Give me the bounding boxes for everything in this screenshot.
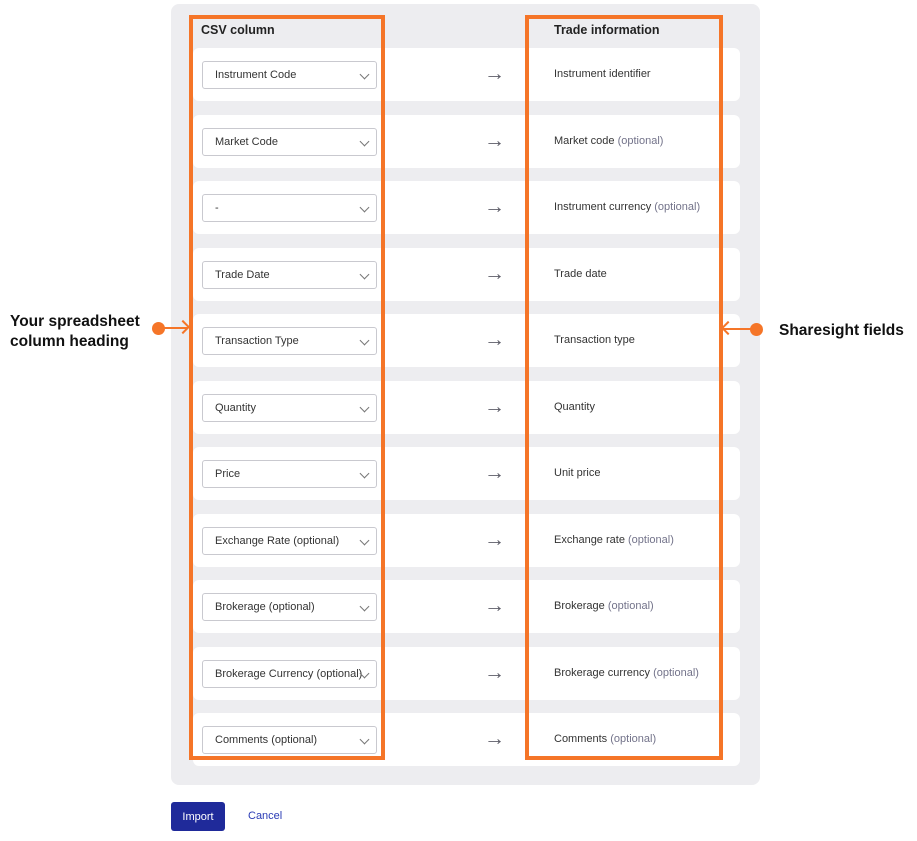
arrow-right-icon: →: [484, 328, 505, 351]
trade-field-name: Unit price: [554, 467, 601, 479]
arrow-right-icon: →: [484, 394, 505, 418]
trade-field-name: Comments: [554, 733, 608, 745]
trade-field-name: Trade date: [554, 267, 607, 280]
trade-field-name: Brokerage currency: [554, 666, 650, 679]
right-callout-text: Sharesight fields: [779, 322, 904, 339]
csv-column-highlight: [189, 15, 385, 760]
trade-field-name: Market code: [554, 134, 615, 147]
cancel-button[interactable]: Cancel: [248, 810, 283, 822]
arrow-right-icon: →: [484, 62, 505, 85]
optional-tag: (optional): [628, 533, 674, 546]
optional-tag: (optional): [653, 666, 699, 679]
trade-field-name: Instrument identifier: [554, 68, 651, 80]
arrow-right-icon: →: [484, 261, 505, 285]
arrow-right-icon: →: [484, 461, 505, 484]
arrow-right-icon: →: [484, 128, 505, 152]
optional-tag: (optional): [617, 134, 664, 147]
optional-tag: (optional): [607, 600, 654, 612]
optional-tag: (optional): [654, 201, 701, 213]
csv-column-select-value: Comments (optional): [215, 734, 318, 746]
left-callout-text: Your spreadsheet column heading: [10, 313, 140, 350]
arrow-right-icon: →: [484, 727, 505, 750]
csv-column-select-value: -: [215, 202, 219, 214]
trade-information-header: Trade information: [554, 23, 660, 37]
csv-column-select-value: Transaction Type: [215, 335, 299, 347]
csv-column-select-value: Brokerage (optional): [215, 601, 315, 613]
optional-tag: (optional): [610, 733, 657, 745]
trade-field-name: Transaction type: [554, 334, 635, 346]
trade-field-name: Instrument currency: [554, 201, 652, 213]
csv-column-select-value: Brokerage Currency (optional): [215, 667, 363, 680]
arrow-right-icon: →: [484, 660, 505, 684]
csv-column-select-value: Trade Date: [215, 268, 270, 281]
trade-information-highlight: [525, 15, 723, 760]
csv-column-select-value: Quantity: [215, 401, 256, 414]
arrow-right-icon: →: [484, 527, 505, 551]
csv-column-select-value: Market Code: [215, 135, 278, 148]
csv-column-select-value: Exchange Rate (optional): [215, 534, 340, 547]
import-button[interactable]: Import: [171, 802, 225, 831]
csv-column-select-value: Price: [215, 468, 241, 480]
trade-field-name: Brokerage: [554, 600, 605, 612]
trade-field-name: Exchange rate: [554, 533, 625, 546]
arrow-right-icon: →: [484, 195, 505, 218]
csv-column-header: CSV column: [201, 23, 275, 37]
arrow-right-icon: →: [484, 594, 505, 617]
trade-field-name: Quantity: [554, 400, 595, 413]
csv-column-select-value: Instrument Code: [215, 69, 297, 81]
